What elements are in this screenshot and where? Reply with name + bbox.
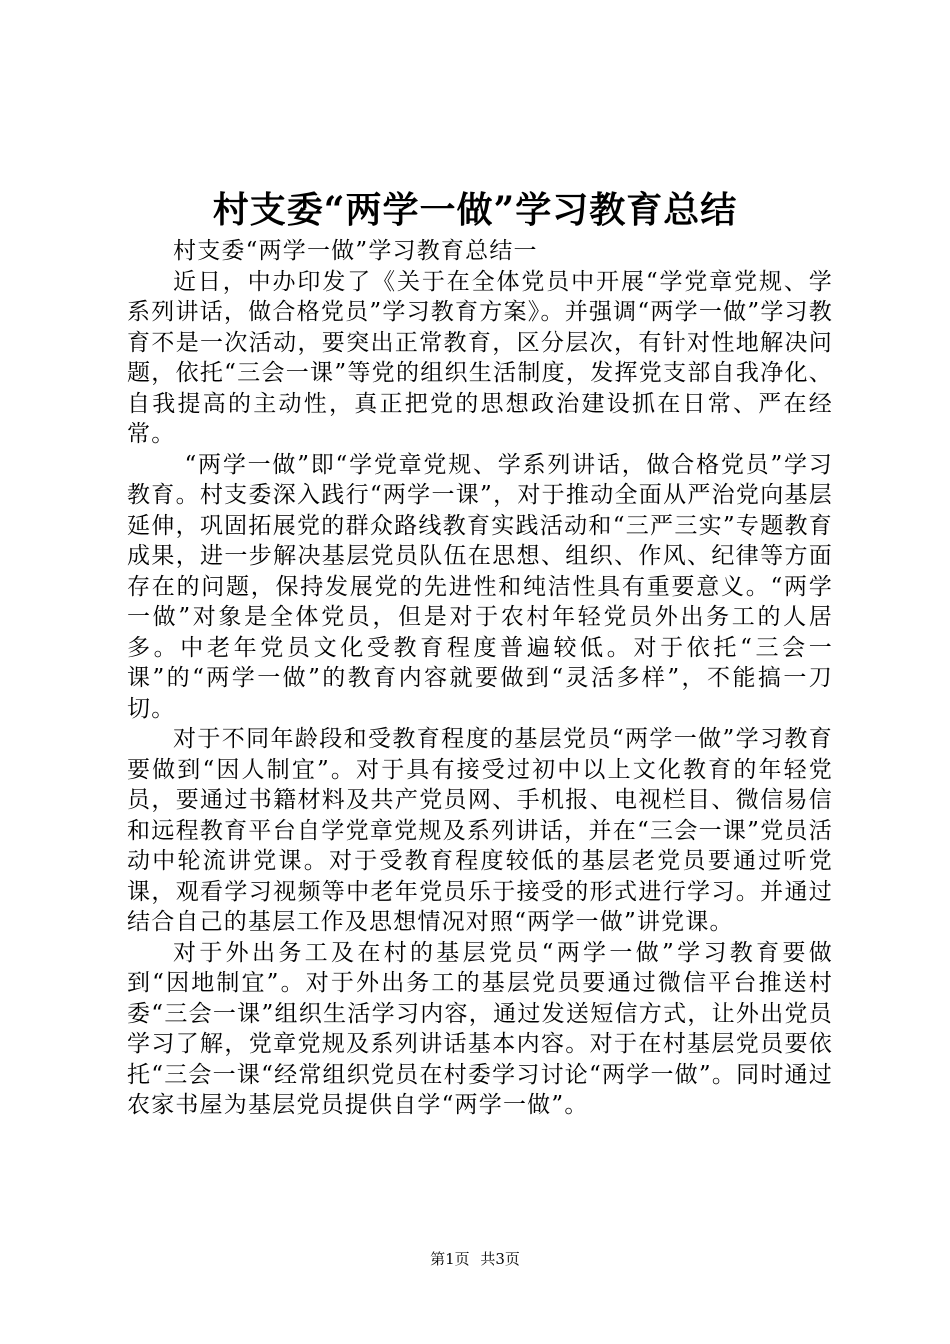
page-number: 第1页 — [430, 1250, 470, 1268]
paragraph: 对于外出务工及在村的基层党员“两学一做”学习教育要做到“因地制宜”。对于外出务工的基层党员要通过微信平台推送村委“三会一课”组织生活学习内容，通过发送短信方式，让外出党员学习了解，党章党规及系列讲话基本内容。对于在村基层党员要依托“三会一课“经常组织党员在村委学习讨论“两学一做”。同时通过农家书屋为基层党员提供自学“两学一做”。 — [127, 939, 833, 1118]
page-total: 共3页 — [480, 1250, 520, 1268]
document-body — [127, 236, 833, 1121]
document-title: 村支委“两学一做”学习教育总结 — [212, 189, 738, 231]
paragraph: 对于不同年龄段和受教育程度的基层党员“两学一做”学习教育要做到“因人制宜”。对于具有接受过初中以上文化教育的年轻党员，要通过书籍材料及共产党员网、手机报、电视栏目、微信易信和远程教育平台自学党章党规及系列讲话，并在“三会一课”党员活动中轮流讲党课。对于受教育程度较低的基层老党员要通过听党课，观看学习视频等中老年党员乐于接受的形式进行学习。并通过结合自己的基层工作及思想情况对照“两学一做”讲党课。 — [127, 726, 833, 935]
paragraph: “两学一做”即“学党章党规、学系列讲话，做合格党员”学习教育。村支委深入践行“两学一课”，对于推动全面从严治党向基层延伸，巩固拓展党的群众路线教育实践活动和“三严三实”专题教育成果，进一步解决基层党员队伍在思想、组织、作风、纪律等方面存在的问题，保持发展党的先进性和纯洁性具有重要意义。“两学一做”对象是全体党员，但是对于农村年轻党员外出务工的人居多。中老年党员文化受教育程度普遍较低。对于依托“三会一课”的“两学一做”的教育内容就要做到“灵活多样”，不能搞一刀切。 — [127, 451, 833, 722]
paragraph: 近日，中办印发了《关于在全体党员中开展“学党章党规、学系列讲话，做合格党员”学习教育方案》。并强调“两学一做”学习教育不是一次活动，要突出正常教育，区分层次，有针对性地解决问题，依托“三会一课”等党的组织生活制度，发挥党支部自我净化、自我提高的主动性，真正把党的思想政治建设抓在日常、严在经常。 — [127, 268, 833, 447]
document-subtitle: 村支委“两学一做”学习教育总结一 — [173, 238, 538, 264]
page-footer — [0, 1249, 950, 1269]
